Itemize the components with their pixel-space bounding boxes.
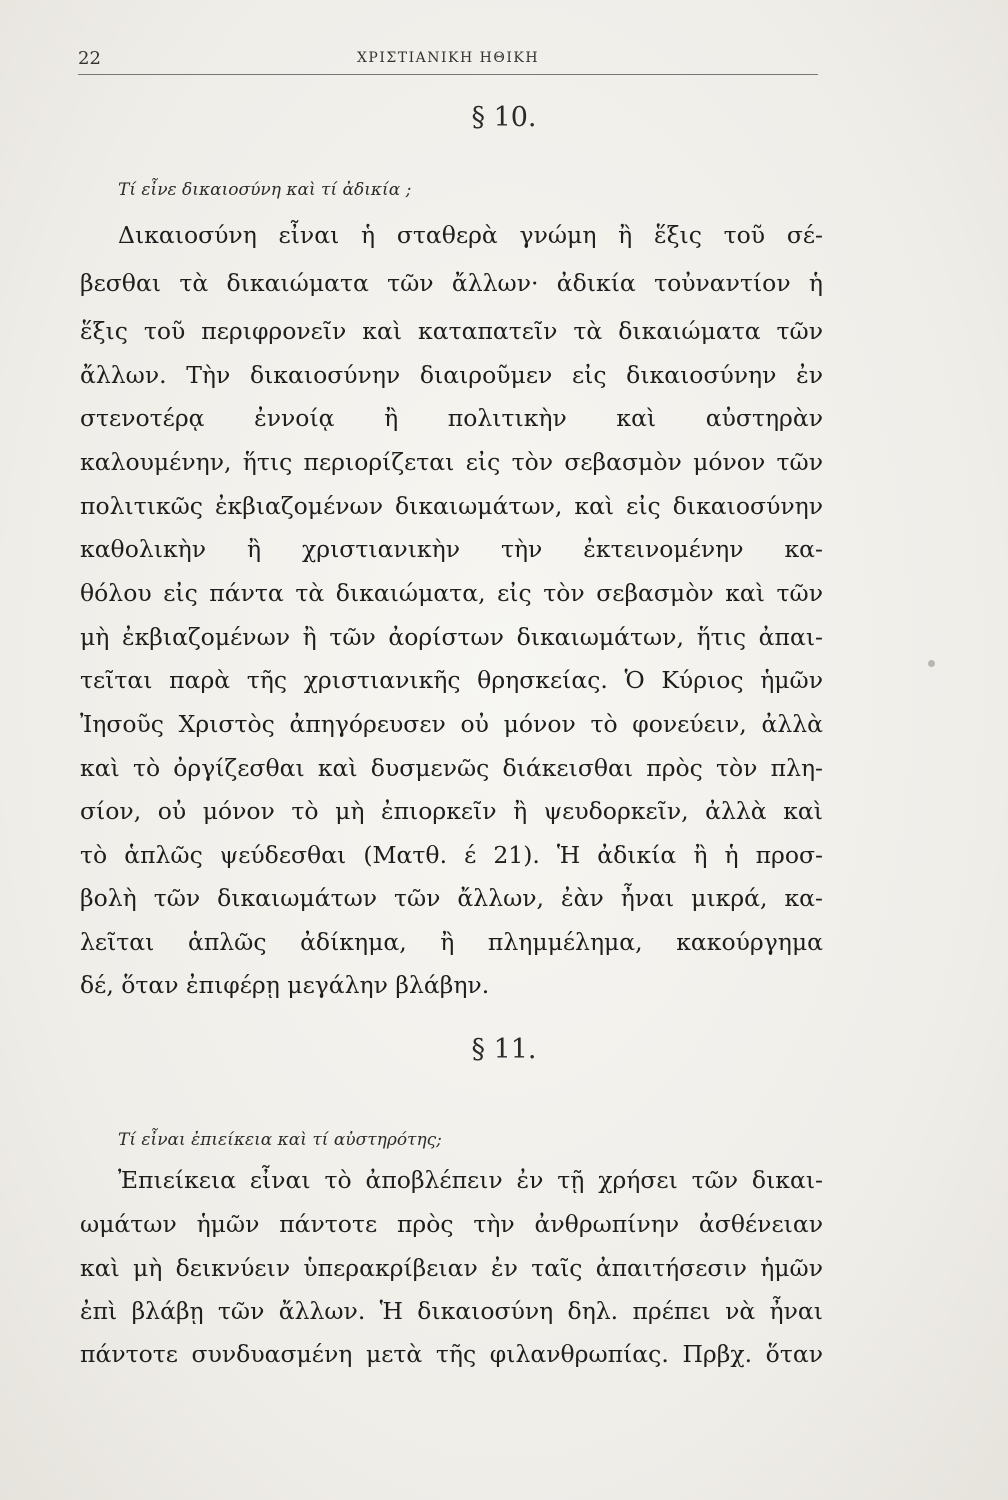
paragraph-line: στενοτέρᾳ ἐννοίᾳ ἢ πολιτικὴν καὶ αὐστηρὰν bbox=[80, 404, 823, 432]
paragraph-line: Ἰησοῦς Χριστὸς ἀπηγόρευσεν οὐ μόνον τὸ φονεύειν, ἀλλὰ bbox=[80, 710, 823, 738]
paragraph-line: λεῖται ἁπλῶς ἀδίκημα, ἢ πλημμέλημα, κακούργημα bbox=[80, 928, 823, 956]
section-10-question: Τί εἶνε δικαιοσύνη καὶ τί ἀδικία ; bbox=[118, 180, 412, 200]
paragraph-line: καλουμένην, ἥτις περιορίζεται εἰς τὸν σεβασμὸν μόνον τῶν bbox=[80, 448, 823, 476]
paragraph-line: βεσθαι τὰ δικαιώματα τῶν ἄλλων· ἀδικία τοὐναντίον ἡ bbox=[80, 269, 823, 297]
paragraph-line: πάντοτε συνδυασμένη μετὰ τῆς φιλανθρωπίας. Πρβχ. ὅταν bbox=[80, 1340, 823, 1368]
paragraph-line: σίον, οὐ μόνον τὸ μὴ ἐπιορκεῖν ἢ ψευδορκεῖν, ἀλλὰ καὶ bbox=[80, 797, 823, 825]
section-mark-11: § 11. bbox=[471, 1034, 537, 1065]
section-mark-10: § 10. bbox=[471, 102, 537, 133]
paragraph-line: ωμάτων ἡμῶν πάντοτε πρὸς τὴν ἀνθρωπίνην ἀσθένειαν bbox=[80, 1210, 823, 1238]
paragraph-line: καθολικὴν ἢ χριστιανικὴν τὴν ἐκτεινομένην κα- bbox=[80, 535, 823, 563]
paragraph-line: μὴ ἐκβιαζομένων ἢ τῶν ἀορίστων δικαιωμάτων, ἥτις ἀπαι- bbox=[80, 623, 823, 651]
paragraph-line: καὶ μὴ δεικνύειν ὑπερακρίβειαν ἐν ταῖς ἀπαιτήσεσιν ἡμῶν bbox=[80, 1254, 823, 1282]
paragraph-line: καὶ τὸ ὀργίζεσθαι καὶ δυσμενῶς διάκεισθαι πρὸς τὸν πλη- bbox=[80, 754, 823, 782]
paragraph-line: θόλου εἰς πάντα τὰ δικαιώματα, εἰς τὸν σεβασμὸν καὶ τῶν bbox=[80, 579, 823, 607]
paragraph-line: τεῖται παρὰ τῆς χριστιανικῆς θρησκείας. Ὁ Κύριος ἡμῶν bbox=[80, 666, 823, 694]
paragraph-line: ἐπὶ βλάβῃ τῶν ἄλλων. Ἡ δικαιοσύνη δηλ. πρέπει νὰ ἦναι bbox=[80, 1297, 823, 1325]
running-title: ΧΡΙΣΤΙΑΝΙΚΗ ΗΘΙΚΗ bbox=[356, 50, 540, 66]
paragraph-line: δέ, ὅταν ἐπιφέρῃ μεγάλην βλάβην. bbox=[80, 971, 490, 999]
paper-speck bbox=[928, 660, 935, 667]
paragraph-line: τὸ ἁπλῶς ψεύδεσθαι (Ματθ. έ 21). Ἡ ἀδικία ἢ ἡ προσ- bbox=[80, 841, 823, 869]
page-number: 22 bbox=[78, 48, 101, 69]
running-header bbox=[78, 44, 818, 75]
paragraph-line: Δικαιοσύνη εἶναι ἡ σταθερὰ γνώμη ἢ ἕξις τοῦ σέ- bbox=[118, 221, 823, 249]
paragraph-line: Ἐπιείκεια εἶναι τὸ ἀποβλέπειν ἐν τῇ χρήσει τῶν δικαι- bbox=[118, 1166, 823, 1194]
paragraph-line: βολὴ τῶν δικαιωμάτων τῶν ἄλλων, ἐὰν ἦναι μικρά, κα- bbox=[80, 884, 823, 912]
paragraph-line: ἄλλων. Τὴν δικαιοσύνην διαιροῦμεν εἰς δικαιοσύνην ἐν bbox=[80, 361, 823, 389]
section-11-question: Τί εἶναι ἐπιείκεια καὶ τί αὐστηρότης; bbox=[118, 1130, 442, 1150]
paragraph-line: ἕξις τοῦ περιφρονεῖν καὶ καταπατεῖν τὰ δικαιώματα τῶν bbox=[80, 317, 823, 345]
paragraph-line: πολιτικῶς ἐκβιαζομένων δικαιωμάτων, καὶ εἰς δικαιοσύνην bbox=[80, 492, 823, 520]
